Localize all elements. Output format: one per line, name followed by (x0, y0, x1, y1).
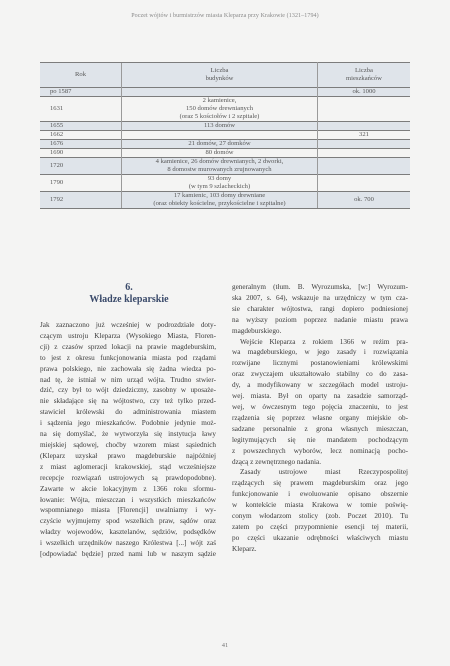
cell-buildings (122, 122, 318, 131)
text-line: nad tę, że istniał w nim urząd wójta. Trudno stwier- (40, 375, 216, 384)
cell-line: 150 domów drewnianych (185, 105, 254, 112)
cell-year: 1655 (40, 122, 122, 131)
cell-residents: ok. 700 (318, 192, 411, 209)
cell-buildings (122, 131, 318, 140)
text-line: rządzących się prawem magdeburskim oraz jego (232, 479, 408, 488)
table-row (40, 192, 410, 209)
table-row (40, 131, 410, 140)
cell-year: 1790 (40, 175, 122, 192)
text-line: wa magdeburskiego, w jego zasady i rozwiązania (232, 348, 408, 357)
text-line: w kontekście miasta Krakowa w tomie poświę- (232, 501, 408, 510)
table-header-row (40, 63, 410, 88)
cell-residents (318, 175, 411, 192)
cell-line: (w tym 9 szlacheckich) (188, 183, 251, 190)
cell-residents (318, 97, 411, 122)
cell-residents: 321 (318, 131, 411, 140)
cell-year: 1720 (40, 158, 122, 175)
cell-line: 21 domów, 27 domków (188, 140, 251, 147)
text-line: dy, a modyfikowany w szczegółach model ustroju- (232, 381, 408, 390)
text-line: Zasady ustrojowe miast Rzeczypospolitej (240, 468, 408, 477)
statistics-table (40, 62, 410, 209)
cell-line: 4 kamienice, 26 domów drewnianych, 2 dworki, (155, 158, 284, 165)
text-line: prawa polskiego, nie zachowała się żadna wiedza po- (40, 364, 216, 373)
text-line: łowanie: Wójta, mieszczan i wszystkich mieszkańców (40, 495, 216, 504)
cell-line: (oraz obiekty kościelne, przykościelne i szpitalne) (153, 200, 286, 207)
text-line: i wszelkich urzędników naszego Królestwa [...] wójt zaś (40, 539, 216, 548)
page-number: 41 (221, 642, 229, 649)
text-line: zatem po części przypomnienie esencji tej materii, (232, 522, 408, 531)
text-line: wej. miasta. Był on oparty na zasadzie samorząd- (232, 392, 408, 401)
cell-buildings (122, 149, 318, 158)
text-line: (Kleparz uzyskał prawo magdeburskie najpóźniej (40, 451, 216, 460)
cell-year: 1792 (40, 192, 122, 209)
text-line: Zawarte w akcie lokacyjnym z 1366 roku sformu- (40, 484, 216, 493)
text-line: dzącą z zewnętrznego nadania. (232, 457, 321, 466)
text-line: wej, w ówczesnym tego pojęcia znaczeniu, to jest (232, 402, 408, 411)
section-number: 6. (125, 282, 133, 293)
text-line: recepcje rozwiązań ustrojowych są prawdopodobne). (40, 473, 216, 482)
text-line: rządzenia się poprzez własne organy miejskie ob- (232, 413, 408, 422)
table-row (40, 140, 410, 149)
text-line: sadzane personalnie z grona własnych mieszczan, (232, 424, 408, 433)
text-line: stawiciel królewski do administrowania miastem (40, 408, 216, 417)
text-line: Wejście Kleparza z rokiem 1366 w reżim pra- (240, 337, 408, 346)
text-line: rozwijane licznymi postanowieniami królewskimi (232, 359, 408, 368)
column-header-buildings: Liczba budynków (122, 63, 318, 88)
text-line: i sądzenia jego mieszkańców. Podobnie jedynie moż- (40, 419, 216, 428)
text-line: legitymujących się nie mandatem pochodzącym (232, 435, 408, 444)
text-line: miejskiej sądowej, choćby wzorem miast sąsiednich (40, 440, 216, 449)
cell-residents (318, 122, 411, 131)
text-line: to jest z okresu funkcjonowania miasta pod rządami (40, 353, 216, 362)
cell-year: po 1587 (40, 88, 122, 97)
text-line: funkcjonowanie i ewoluowanie opisano obszernie (232, 490, 408, 499)
cell-line (125, 88, 314, 96)
cell-line: 8 domostw murowanych zrujnowanych (167, 166, 272, 173)
text-line: czyście wyjmujemy spod wszelkich praw, sądów oraz (40, 517, 216, 526)
table-body (40, 88, 410, 209)
section-title: Władze kleparskie (89, 294, 169, 305)
table-row (40, 158, 410, 175)
cell-buildings (122, 158, 318, 175)
cell-line: 17 kamienic, 103 domy drewniane (173, 192, 266, 199)
text-line: cji) z czasów sprzed lokacji na prawie magdeburskim, (40, 342, 216, 351)
cell-year: 1676 (40, 140, 122, 149)
text-line: ska 2007, s. 64), wskazuje na urzędniczy w tym cza- (232, 293, 408, 302)
cell-buildings (122, 192, 318, 209)
text-line: z powszechnych wyborów, lecz nominacją pocho- (232, 446, 408, 455)
text-line: [odpowiadać będzie] przed nami lub w naszym sądzie (40, 550, 216, 559)
text-line: na się domyślać, że wytworzyła się instytucja ławy (40, 430, 216, 439)
cell-buildings (122, 140, 318, 149)
table-row (40, 97, 410, 122)
cell-line: 93 domy (207, 175, 232, 182)
text-line: Kleparz. (232, 544, 257, 553)
text-line: na wyższy poziom poprzez nadanie miastu prawa (232, 315, 408, 324)
running-header: Poczet wójtów i burmistrzów miasta Kleparza przy Krakowie (1321–1794) (131, 13, 319, 19)
cell-buildings (122, 97, 318, 122)
column-header-year: Rok (40, 63, 122, 88)
column-header-residents: Liczba mieszkańców (318, 63, 411, 88)
text-line: czącym ustroju Kleparza (Wysokiego Miasta, Floren- (40, 331, 216, 340)
text-line: z miast aglomeracji krakowskiej, stąd wcześniejsze (40, 462, 216, 471)
table-row (40, 175, 410, 192)
text-line: oraz zwyczajem ukształtowało stabilny co do zasa- (232, 370, 408, 379)
table-row (40, 122, 410, 131)
cell-residents (318, 149, 411, 158)
cell-year: 1690 (40, 149, 122, 158)
cell-residents (318, 158, 411, 175)
cell-year: 1662 (40, 131, 122, 140)
text-line: wspomnianego miasta [Florencji] uwalniamy i wy- (40, 506, 216, 515)
cell-buildings (122, 88, 318, 97)
table-row (40, 88, 410, 97)
text-line: nie składające się na wójtostwo, czy też tylko przed- (40, 397, 216, 406)
text-line: po części ukazanie odrębności właściwych miastu (232, 533, 408, 542)
cell-line (125, 131, 314, 139)
text-line: sie charakter wójtostwa, rangi dopiero podniesionej (232, 304, 408, 313)
cell-line: (oraz 5 kościołów i 2 szpitale) (179, 113, 260, 120)
text-line: generalnym (tłum. B. Wyrozumska, [w:] Wyrozum- (232, 283, 408, 291)
right-text-column (232, 282, 408, 555)
text-line: conym włodarzom stolicy (zob. Poczet 2010). Tu (232, 512, 408, 521)
cell-line: 2 kamienice, (202, 97, 237, 104)
cell-line: 113 domów (203, 122, 236, 129)
left-text-column (40, 320, 216, 560)
text-line: władzy wojewodów, kasztelanów, sędziów, podsędków (40, 528, 216, 537)
text-line: Jak zaznaczono już wcześniej w podrozdziale doty- (40, 321, 216, 329)
table-row (40, 149, 410, 158)
cell-buildings (122, 175, 318, 192)
cell-residents (318, 140, 411, 149)
cell-year: 1631 (40, 97, 122, 122)
text-line: magdeburskiego. (232, 326, 282, 335)
text-line: dzić, czy był to wójt dziedziczny, zasobny w uposaże- (40, 386, 216, 395)
cell-residents: ok. 1000 (318, 88, 411, 97)
cell-line: 80 domów (205, 149, 234, 156)
